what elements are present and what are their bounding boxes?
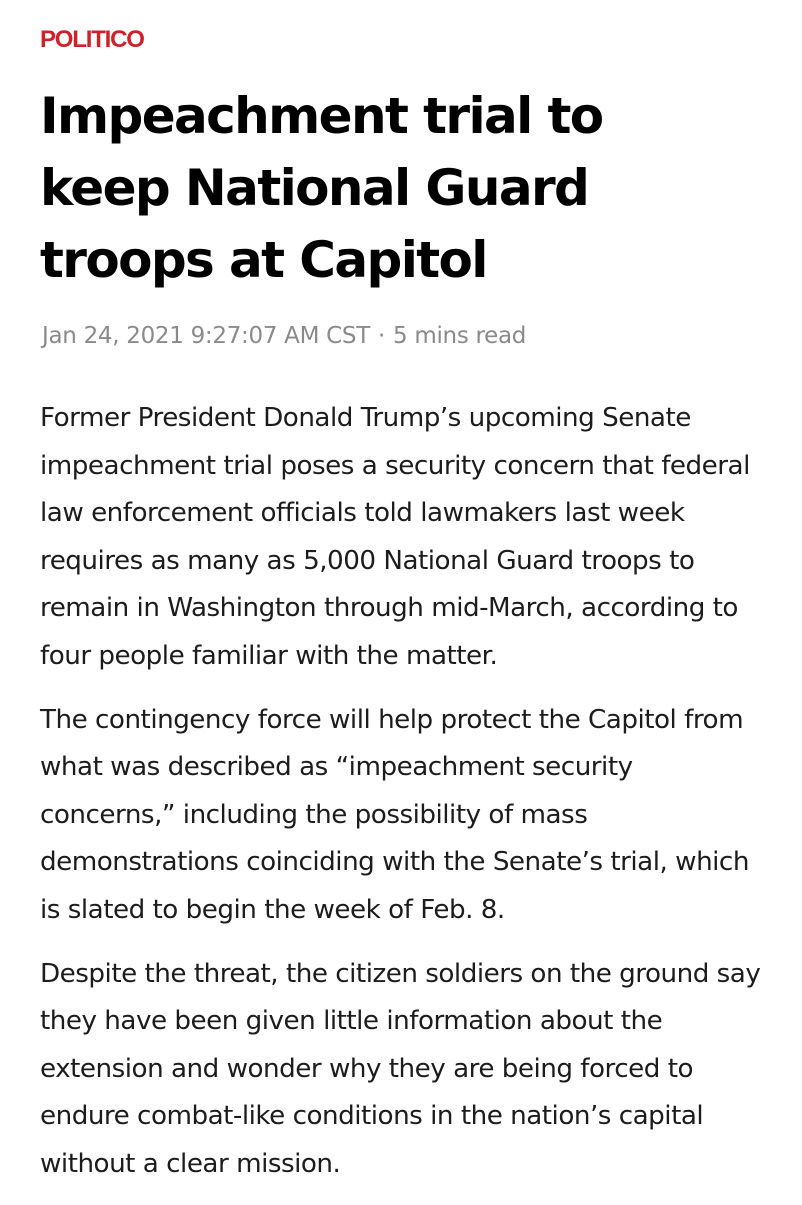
- paragraph: The contingency force will help protect the Capitol from what was described as “impeachment security concerns,” including the possibility of mass demonstrations coinciding with the Senate’s trial, which is slated to begin the week of Feb. 8.: [40, 704, 749, 925]
- paragraph: Former President Donald Trump’s upcoming Senate impeachment trial poses a security concern that federal law enforcement officials told lawmakers last week requires as many as 5,000 National Guard troops to remain in Washington through mid-March, according to four people familiar with the matter.: [40, 403, 750, 671]
- paragraph: Despite the threat, the citizen soldiers on the ground say they have been given little information about the extension and wonder why they are being forced to endure combat-like conditions in the nation’s capital without a clear mission.: [40, 958, 761, 1179]
- article-meta: [42, 320, 526, 352]
- article-body: [40, 395, 775, 1205]
- timestamp: Jan 24, 2021 9:27:07 AM CST: [42, 323, 370, 349]
- publisher-logo[interactable]: POLITICO: [40, 26, 144, 53]
- read-time: 5 mins read: [393, 323, 527, 349]
- headline: Impeachment trial to keep National Guard troops at Capitol: [40, 87, 603, 289]
- meta-separator: ·: [377, 323, 385, 349]
